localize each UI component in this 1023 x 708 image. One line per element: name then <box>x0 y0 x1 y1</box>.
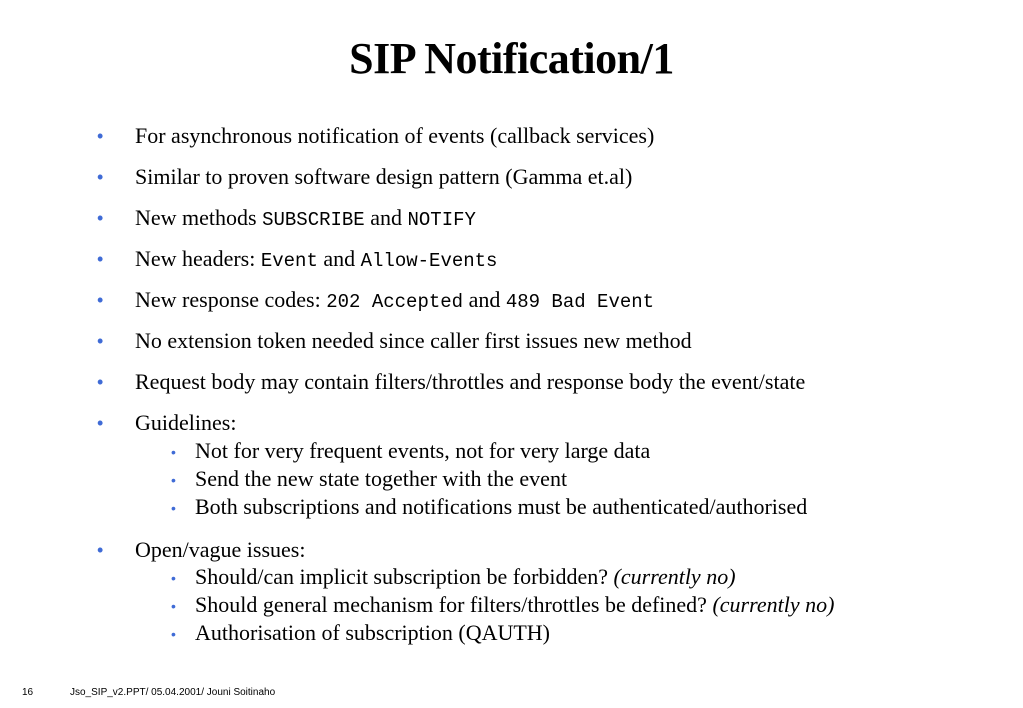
bullet-icon: • <box>97 413 104 433</box>
sub-bullet-item <box>171 466 568 492</box>
sub-bullet-icon: • <box>171 570 176 586</box>
method-name: NOTIFY <box>407 209 476 231</box>
bullet-text: Similar to proven software design pattern (Gamma et.al) <box>135 164 633 189</box>
bullet-icon: • <box>97 249 104 269</box>
bullet-icon: • <box>97 290 104 310</box>
response-code: 489 Bad Event <box>505 291 655 313</box>
bullet-item <box>97 287 655 315</box>
status-note: (currently no) <box>712 592 835 617</box>
bullet-text: No extension token needed since caller first issues new method <box>135 328 692 353</box>
sub-bullet-icon: • <box>171 500 176 516</box>
sub-bullet-icon: • <box>171 444 176 460</box>
sub-bullet-item <box>171 592 835 618</box>
sub-bullet-text: Both subscriptions and notifications must be authenticated/authorised <box>195 494 808 519</box>
bullet-text: New headers: <box>135 246 261 271</box>
footer-reference: Jso_SIP_v2.PPT/ 05.04.2001/ Jouni Soitinaho <box>70 687 276 698</box>
bullet-item <box>97 369 806 395</box>
bullet-item <box>97 246 498 274</box>
bullet-item <box>97 205 476 233</box>
response-code: 202 Accepted <box>326 291 464 313</box>
bullet-icon: • <box>97 372 104 392</box>
slide-title: SIP Notification/1 <box>349 34 674 83</box>
sub-bullet-item <box>171 494 808 520</box>
bullet-icon: • <box>97 126 104 146</box>
method-name: SUBSCRIBE <box>262 209 365 231</box>
bullet-text: and <box>364 205 408 230</box>
sub-bullet-icon: • <box>171 626 176 642</box>
sub-bullet-text: Send the new state together with the event <box>195 466 568 491</box>
sub-bullet-item <box>171 438 651 464</box>
bullet-item <box>97 537 306 563</box>
bullet-item <box>97 164 633 190</box>
bullet-text: New response codes: <box>135 287 327 312</box>
page-number: 16 <box>22 687 34 698</box>
bullet-icon: • <box>97 331 104 351</box>
bullet-item <box>97 123 655 149</box>
bullet-text: and <box>317 246 361 271</box>
sub-bullet-text: Authorisation of subscription (QAUTH) <box>195 620 551 645</box>
bullet-text: and <box>463 287 506 312</box>
bullet-text: For asynchronous notification of events (callback services) <box>135 123 655 148</box>
bullet-text: New methods <box>135 205 263 230</box>
header-name: Event <box>260 250 318 272</box>
sub-bullet-icon: • <box>171 598 176 614</box>
bullet-icon: • <box>97 167 104 187</box>
sub-bullet-icon: • <box>171 472 176 488</box>
bullet-item <box>97 328 692 354</box>
sub-bullet-text: Should general mechanism for filters/throttles be defined? <box>195 592 713 617</box>
bullet-icon: • <box>97 208 104 228</box>
bullet-item <box>97 410 237 436</box>
sub-bullet-text: Should/can implicit subscription be forbidden? <box>195 564 614 589</box>
bullet-text: Guidelines: <box>135 410 237 435</box>
status-note: (currently no) <box>613 564 736 589</box>
sub-bullet-item <box>171 564 736 590</box>
sub-bullet-item <box>171 620 551 646</box>
bullet-text: Request body may contain filters/throttles and response body the event/state <box>135 369 806 394</box>
bullet-text: Open/vague issues: <box>135 537 306 562</box>
header-name: Allow-Events <box>360 250 498 272</box>
bullet-icon: • <box>97 540 104 560</box>
sub-bullet-text: Not for very frequent events, not for very large data <box>195 438 651 463</box>
